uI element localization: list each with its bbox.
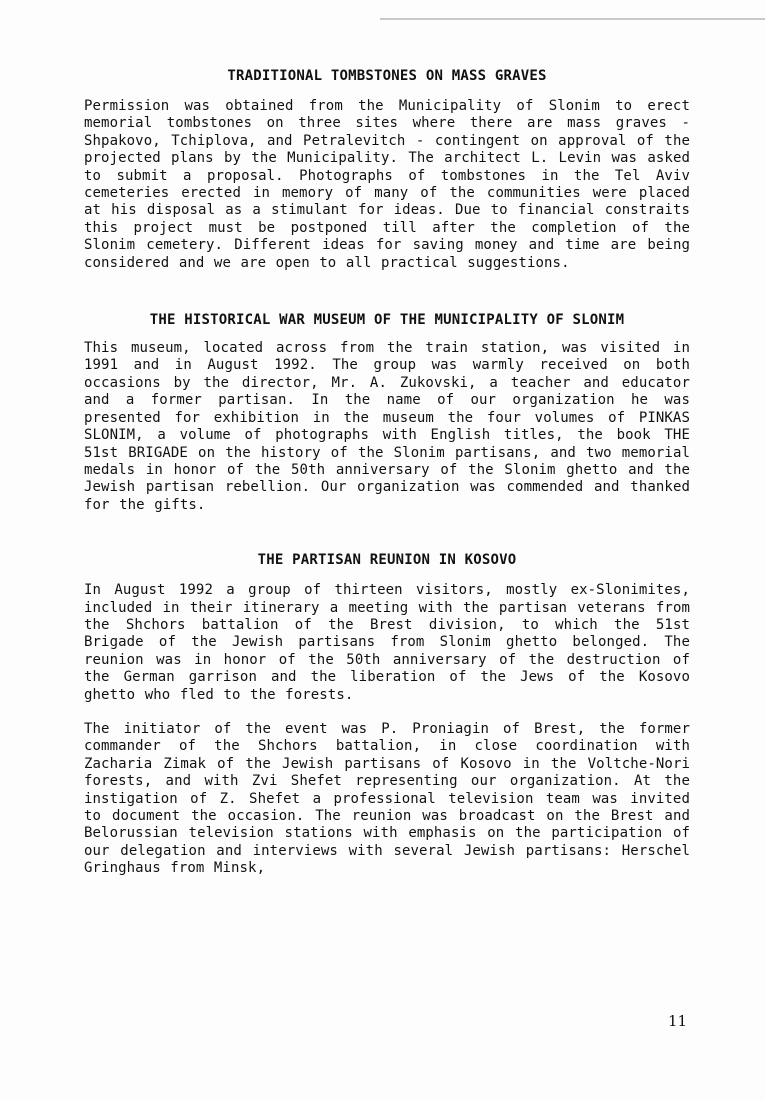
section-heading-reunion: THE PARTISAN REUNION IN KOSOVO [257, 552, 517, 569]
section-heading-museum: THE HISTORICAL WAR MUSEUM OF THE MUNICIPALITY OF SLONIM [149, 312, 625, 329]
scan-edge-line [380, 18, 765, 20]
section-paragraph-tombstones: Permission was obtained from the Municipality of Slonim to erect memorial tombstones on three sites where there are mass graves - Shpakovo, Tchiplova, and Petralevitch - contingent on approval of the projected plans by the Municipality. The architect L. Levin was asked to submit a proposal. Photographs of tombstones in the Tel Aviv cemeteries erected in memory of many of the communities were placed at his disposal as a stimulant for ideas. Due to financial constraits this project must be postponed till after the completion of the Slonim cemetery. Different ideas for saving money and time are being considered and we are open to all practical suggestions. [84, 98, 690, 271]
section-paragraph-reunion-1: In August 1992 a group of thirteen visitors, mostly ex-Slonimites, included in their itinerary a meeting with the partisan veterans from the Shchors battalion of the Brest division, to which the 51st Brigade of the Jewish partisans from Slonim ghetto belonged. The reunion was in honor of the 50th anniversary of the destruction of the German garrison and the liberation of the Jews of the Kosovo ghetto who fled to the forests. [84, 582, 690, 703]
page-number: 11 [668, 1012, 688, 1030]
section-paragraph-museum: This museum, located across from the train station, was visited in 1991 and in August 1992. The group was warmly received on both occasions by the director, Mr. A. Zukovski, a teacher and educator and a former partisan. In the name of our organization he was presented for exhibition in the museum the four volumes of PINKAS SLONIM, a volume of photographs with English titles, the book THE 51st BRIGADE on the history of the Slonim partisans, and two memorial medals in honor of the 50th anniversary of the Slonim ghetto and the Jewish partisan rebellion. Our organization was commended and thanked for the gifts. [84, 340, 690, 513]
page-content [84, 66, 690, 878]
section-paragraph-reunion-2: The initiator of the event was P. Proniagin of Brest, the former commander of the Shchors battalion, in close coordination with Zacharia Zimak of the Jewish partisans of Kosovo in the Voltche-Nori forests, and with Zvi Shefet representing our organization. At the instigation of Z. Shefet a professional television team was invited to document the occasion. The reunion was broadcast on the Brest and Belorussian television stations with emphasis on the participation of our delegation and interviews with several Jewish partisans: Herschel Gringhaus from Minsk, [84, 720, 690, 877]
section-heading-tombstones: TRADITIONAL TOMBSTONES ON MASS GRAVES [227, 68, 547, 84]
